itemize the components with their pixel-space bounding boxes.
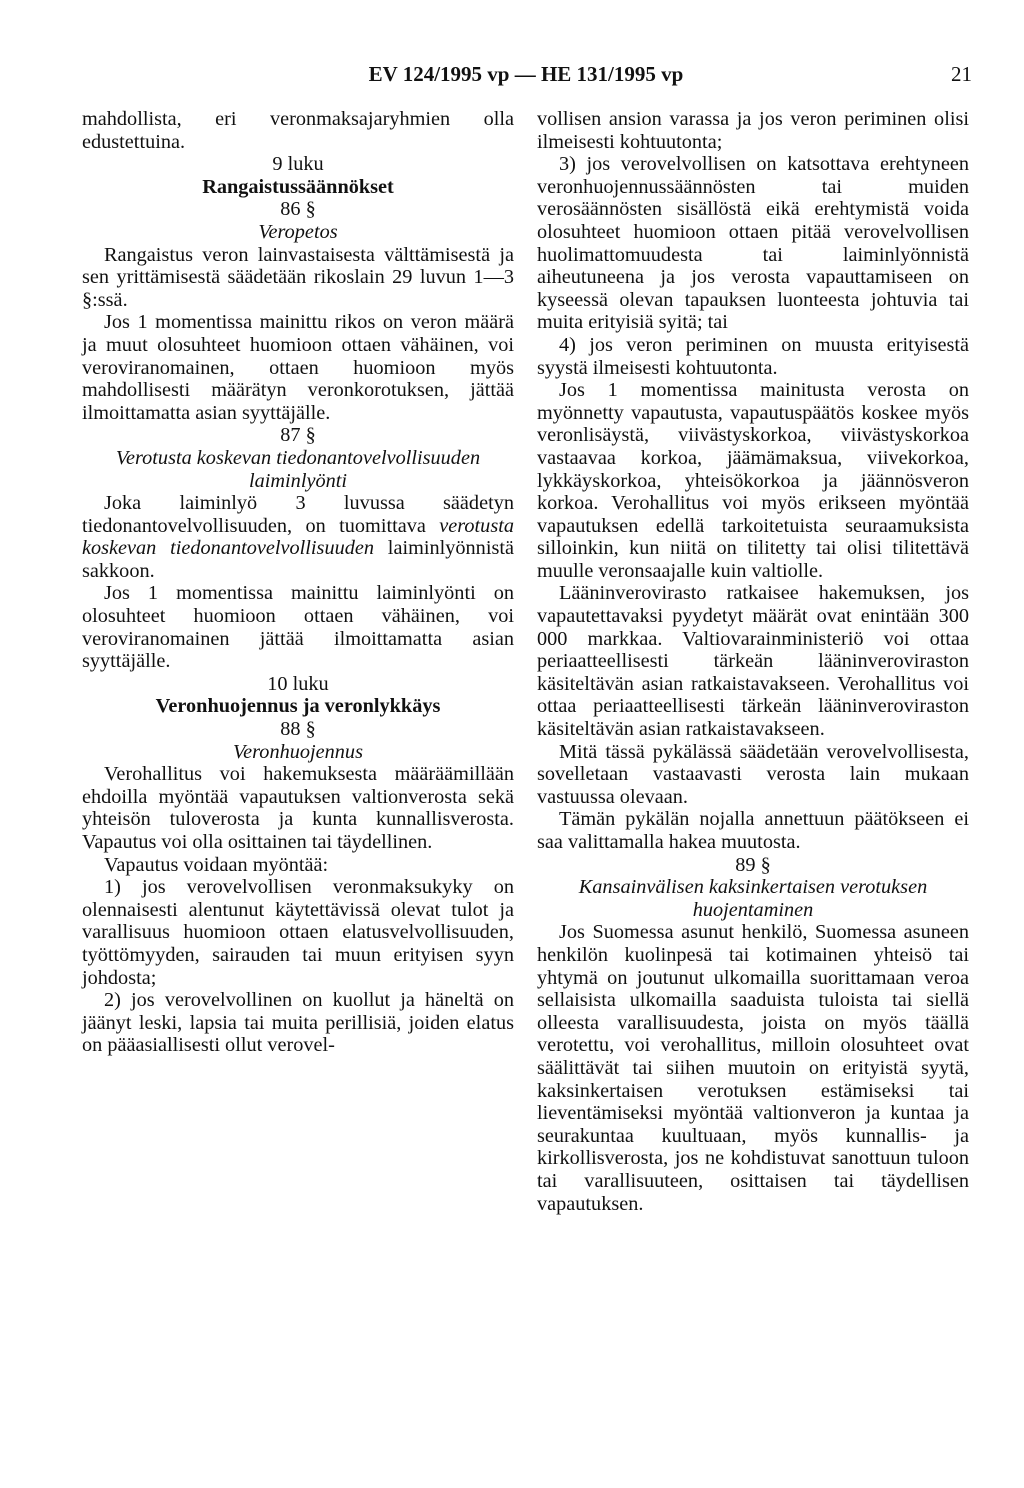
- section-87-text-b: laiminlyönnistä sakkoon.: [82, 537, 514, 582]
- left-column: [82, 108, 514, 1057]
- section-88-paragraph-6: Tämän pykälän nojalla annettuun päätökseen ei saa valittamalla hakea muutosta.: [537, 808, 969, 853]
- page-number: 21: [951, 62, 972, 86]
- section-86-paragraph-2: Jos 1 momentissa mainittu rikos on veron määrä ja muut olosuhteet huomioon ottaen vähäinen, voi veroviranomainen, ottaen huomioon myös mahdollisesti määrätyn veronkorotuksen, jättää ilmoittamatta asian syyttäjälle.: [82, 311, 514, 424]
- section-88-title: Veronhuojennus: [233, 740, 363, 763]
- section-89-title: Kansainvälisen kaksinkertaisen verotuksen huojentaminen: [578, 876, 928, 921]
- page-header: [80, 56, 972, 92]
- section-88-paragraph-1: Verohallitus voi hakemuksesta määräämillään ehdoilla myöntää vapautuksen valtionverosta sekä yhteisön tuloverosta ja kunta kunnallisverosta. Vapautus voi olla osittainen tai täydellinen.: [82, 763, 514, 853]
- section-88-item-1: 1) jos verovelvollisen veronmaksukyky on olennaisesti alentunut käytettävissä olevat tulot ja varallisuus huomioon ottaen elatusvelvollisuuden, työttömyyden, sairauden tai muun erityisen syyn johdosta;: [82, 876, 514, 989]
- section-88-number: 88 §: [280, 718, 316, 741]
- section-88-item-3: 3) jos verovelvollisen on katsottava erehtyneen veronhuojennussäännösten tai muiden verosäännösten sisällöstä eikä erehtymistä voida olosuhteet huomioon ottaen pitää verovelvollisen huolimattomuudesta tai laiminlyönnistä aiheutuneena ja jos verosta vapauttamiseen on kyseessä olevan tapauksen luonteesta johtuvia tai muita erityisiä syitä; tai: [537, 153, 969, 334]
- section-87-paragraph-1: [82, 492, 514, 582]
- section-86-number: 86 §: [280, 198, 316, 221]
- chapter-10-title: Veronhuojennus ja veronlykkäys: [155, 695, 441, 718]
- section-88-paragraph-5: Mitä tässä pykälässä säädetään verovelvollisesta, sovelletaan vastaavasti verosta lain mukaan vastuussa olevaan.: [537, 740, 969, 808]
- section-88-item-2: 2) jos verovelvollinen on kuollut ja häneltä on jäänyt leski, lapsia tai muita perillisiä, joiden elatus on pääasiallisesti ollut verovel-: [82, 989, 514, 1057]
- paragraph-intro: mahdollista, eri veronmaksajaryhmien olla edustettuina.: [82, 108, 514, 153]
- chapter-9-number: 9 luku: [272, 153, 324, 176]
- section-87-text-a: Joka laiminlyö 3 luvussa säädetyn tiedonantovelvollisuuden, on tuomittava: [82, 492, 514, 537]
- running-header: EV 124/1995 vp — HE 131/1995 vp: [368, 62, 684, 86]
- section-88-item-2-continued: vollisen ansion varassa ja jos veron periminen olisi ilmeisesti kohtuutonta;: [537, 108, 969, 153]
- section-89-paragraph-1: Jos Suomessa asunut henkilö, Suomessa asuneen henkilön kuolinpesä tai kotimainen yhteisö tai yhtymä on joutunut ulkomailla suorittamaan veroa sellaisista ulkomailla saaduista tuloista tai siellä olleesta varallisuudesta, joista on myös täällä verotettu, voi verohallitus, milloin olosuhteet ovat säälittävät tai siihen muutoin on erityistä syytä, kaksinkertaisen verotuksen estämiseksi tai lieventämiseksi myöntää valtionveron ja kuntaa ja seurakuntaa kuultuaan, myös kunnallis- ja kirkollisverosta, jos ne kohdistuvat sanottuun tuloon tai varallisuuteen, osittaisen tai täydellisen vapautuksen.: [537, 921, 969, 1215]
- chapter-9-title: Rangaistussäännökset: [202, 175, 394, 198]
- chapter-10-number: 10 luku: [267, 672, 329, 695]
- section-87-number: 87 §: [280, 424, 316, 447]
- section-87-paragraph-2: Jos 1 momentissa mainittu laiminlyönti on olosuhteet huomioon ottaen vähäinen, voi veroviranomainen jättää ilmoittamatta asian syyttäjälle.: [82, 582, 514, 673]
- section-86-title: Veropetos: [258, 220, 338, 243]
- section-87-title: Verotusta koskevan tiedonantovelvollisuuden laiminlyönti: [115, 446, 481, 492]
- section-89-number: 89 §: [735, 853, 771, 876]
- section-86-paragraph-1: Rangaistus veron lainvastaisesta välttämisestä ja sen yrittämisestä säädetään rikoslain 29 luvun 1—3 §:ssä.: [82, 243, 514, 311]
- section-88-paragraph-4: Lääninverovirasto ratkaisee hakemuksen, jos vapautettavaksi pyydetyt määrät ovat enintään 300 000 markkaa. Valtiovarainministeriö voi ottaa periaatteellisesti tärkeän lääninveroviraston käsiteltävän asian ratkaistavakseen. Verohallitus voi ottaa periaatteellisesti tärkeän lääninveroviraston käsiteltävän asian ratkaistavakseen.: [537, 582, 969, 741]
- section-88-paragraph-2: Vapautus voidaan myöntää:: [104, 853, 329, 876]
- right-column: [537, 108, 969, 1215]
- section-88-item-4: 4) jos veron periminen on muusta erityisestä syystä ilmeisesti kohtuutonta.: [537, 333, 969, 379]
- section-88-paragraph-3: Jos 1 momentissa mainitusta verosta on myönnetty vapautusta, vapautuspäätös koskee myös veronlisäystä, viivästyskorkoa, viivästyskorkoa vastaavaa korkoa, jäämämaksua, viivekorkoa, lykkäyskorkoa, yhteisökorkoa ja jäännösveron korkoa. Verohallitus voi myös erikseen myöntää vapautuksen edellä tarkoitetuista seuraamuksista silloinkin, kun niitä on tilitetty tai olisi tilitettävä muulle veronsaajalle kuin valtiolle.: [537, 379, 969, 582]
- section-87-text-emphasis: verotusta koskevan tiedonantovelvollisuuden: [82, 514, 514, 560]
